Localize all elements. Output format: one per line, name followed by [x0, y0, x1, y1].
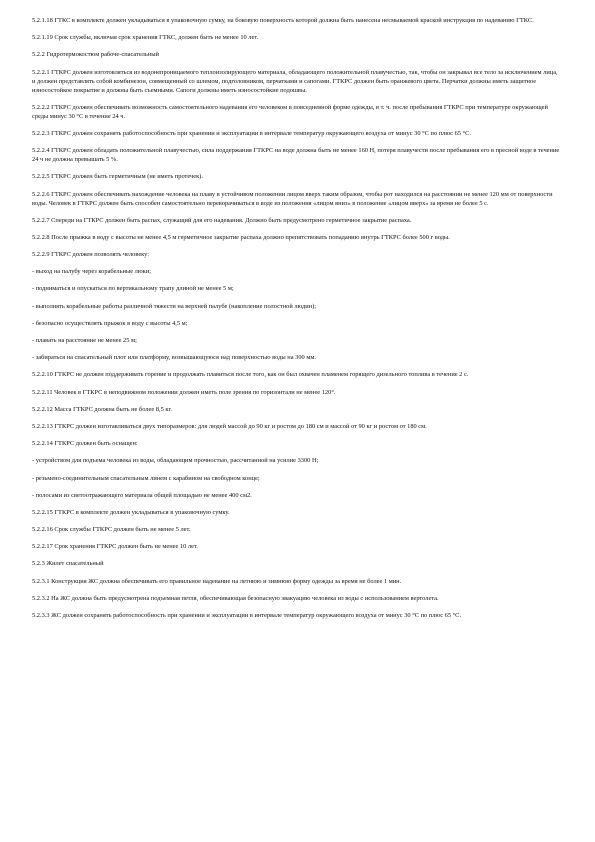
- clause-5-2-3-3: 5.2.3.3 ЖС должен сохранять работоспособность при хранении и эксплуатации в интервале температур окружающего воздуха от минус 30 °С по плюс 65 °С.: [32, 612, 462, 619]
- clause-5-2-2-14: 5.2.2.14 ГТКРС должен быть оснащен:: [32, 440, 138, 448]
- list-item: - подниматься и опускаться по вертикальному трапу длиной не менее 5 м;: [32, 285, 234, 293]
- clause-5-2-2-10: 5.2.2.10 ГТКРС не должен поддерживать горение и продолжать плавиться после того, как он был охвачен пламенем горящего дизельного топлива в течение 2 с.: [32, 371, 469, 379]
- list-item: - выход на палубу через корабельные люки;: [32, 268, 151, 276]
- clause-5-2-2-3: 5.2.2.3 ГТКРС должен сохранять работоспособность при хранении и эксплуатации в интервале температур окружающего воздуха от минус 30 °С по плюс 65 °С.: [32, 129, 471, 137]
- clause-5-2-2-16: 5.2.2.16 Срок службы ГТКРС должен быть не менее 5 лет.: [32, 526, 191, 534]
- clause-5-2-2-6: 5.2.2.6 ГТКРС должен обеспечивать нахождение человека на плаву в устойчивом положении лицом вверх таким образом, чтобы рот находился на расстоянии не менее 120 мм от поверхности воды. Человек в ГТКРС должен быть способен самостоятельно переворачиваться в воде из положения «лицом вниз» в положение «лицом вверх» за время не более 5 с.: [32, 190, 553, 207]
- clause-5-2-1-19: 5.2.1.19 Срок службы, включая срок хранения ГТКС, должен быть не менее 10 лет.: [32, 34, 259, 42]
- clause-5-2-2-15: 5.2.2.15 ГТКРС в комплекте должен укладываться в упаковочную сумку.: [32, 508, 230, 516]
- clause-5-2-2-7: 5.2.2.7 Спереди на ГТКРС должен быть распах, служащий для его надевания. Должно быть предусмотрено герметичное закрытие распаха.: [32, 216, 412, 224]
- clause-5-2-2-13: 5.2.2.13 ГТКРС должен изготавливаться двух типоразмеров: для людей массой до 90 кг и ростом до 180 см и массой от 90 кг и ростом от 180 см.: [32, 422, 427, 430]
- clause-5-2-2-9: 5.2.2.9 ГТКРС должен позволять человеку:: [32, 251, 150, 259]
- clause-5-2-3-2: 5.2.3.2 На ЖС должна быть предусмотрена подъемная петля, обеспечивающая безопасную эвакуацию человека из воды с использованием вертолета.: [32, 594, 439, 602]
- clause-5-2-2-1: 5.2.2.1 ГТКРС должен изготовляться из водонепроницаемого теплоизолирующего материала, обладающего положительной плавучестью, так, чтобы он закрывал все тело за исключением лица, и должен представлять собой комбинезон, совмещенный со шлемом, подголовником, перчатками и сапогами. ГТКРС должен быть оранжевого цвета. Перчатки должны иметь защитное износостойкое покрытие и должны быть съемными. Сапоги должны иметь износостойкие подошвы.: [32, 68, 558, 94]
- clause-5-2-2-12: 5.2.2.12 Масса ГТКРС должна быть не более 8,5 кг.: [32, 405, 172, 413]
- list-item: - забираться на спасательный плот или платформу, возвышающуюся над поверхностью воды на 300 мм.: [32, 354, 317, 362]
- clause-5-2-2-17: 5.2.2.17 Срок хранения ГТКРС должен быть не менее 10 лет.: [32, 543, 198, 551]
- clause-5-2-3-1: 5.2.3.1 Конструкция ЖС должна обеспечивать его правильное надевание на летнюю и зимнюю форму одежды за время не более 1 мин.: [32, 577, 402, 585]
- list-item: - безопасно осуществлять прыжок в воду с высоты 4,5 м;: [32, 319, 188, 327]
- section-heading-5-2-3: 5.2.3 Жилет спасательный: [32, 560, 104, 568]
- list-item: - плавать на расстояние не менее 25 м;: [32, 337, 137, 344]
- clause-5-2-2-11: 5.2.2.11 Человек в ГТКРС в неподвижном положении должен иметь поле зрения по горизонтали не менее 120°.: [32, 388, 336, 396]
- clause-5-2-1-18: 5.2.1.18 ГТКС в комплекте должен укладываться в упаковочную сумку, на боковую поверхность которой должна быть нанесена несмываемой краской инструкция по надеванию ГТКС.: [32, 17, 534, 24]
- clause-5-2-2-8: 5.2.2.8 После прыжка в воду с высоты не менее 4,5 м герметичное закрытие распаха должно препятствовать попаданию внутрь ГТКРС более 500 г воды.: [32, 233, 450, 241]
- list-item: - устройством для подъема человека из воды, обладающим прочностью, рассчитанной на усилие 3300 Н;: [32, 457, 319, 465]
- list-item: - полосами из светоотражающего материала общей площадью не менее 400 см2.: [32, 491, 252, 499]
- list-item: - резьмено-соединительным спасательным линем с карабином на свободном конце;: [32, 474, 260, 482]
- clause-5-2-2-2: 5.2.2.2 ГТКРС должен обеспечивать возможность самостоятельного надевания его человеком в повседневной форме одежды, в т. ч. после пребывания ГТКРС при температуре окружающей среды минус 30 °С в течение 24 ч.: [32, 103, 548, 120]
- clause-5-2-2-5: 5.2.2.5 ГТКРС должен быть герметичным (не иметь протечек).: [32, 173, 203, 181]
- section-heading-5-2-2: 5.2.2 Гидротермокостюм рабоче-спасательный: [32, 51, 159, 59]
- clause-5-2-2-4: 5.2.2.4 ГТКРС должен обладать положительной плавучестью, сила поддержания ГТКРС на воде должна быть не менее 160 Н, потеря плавучести после пребывания его в пресной воде в течение 24 ч не должна превышать 5 %.: [32, 147, 560, 164]
- list-item: - выполнять корабельные работы различной тяжести на верхней палубе (накопление полостной людин);: [32, 302, 316, 310]
